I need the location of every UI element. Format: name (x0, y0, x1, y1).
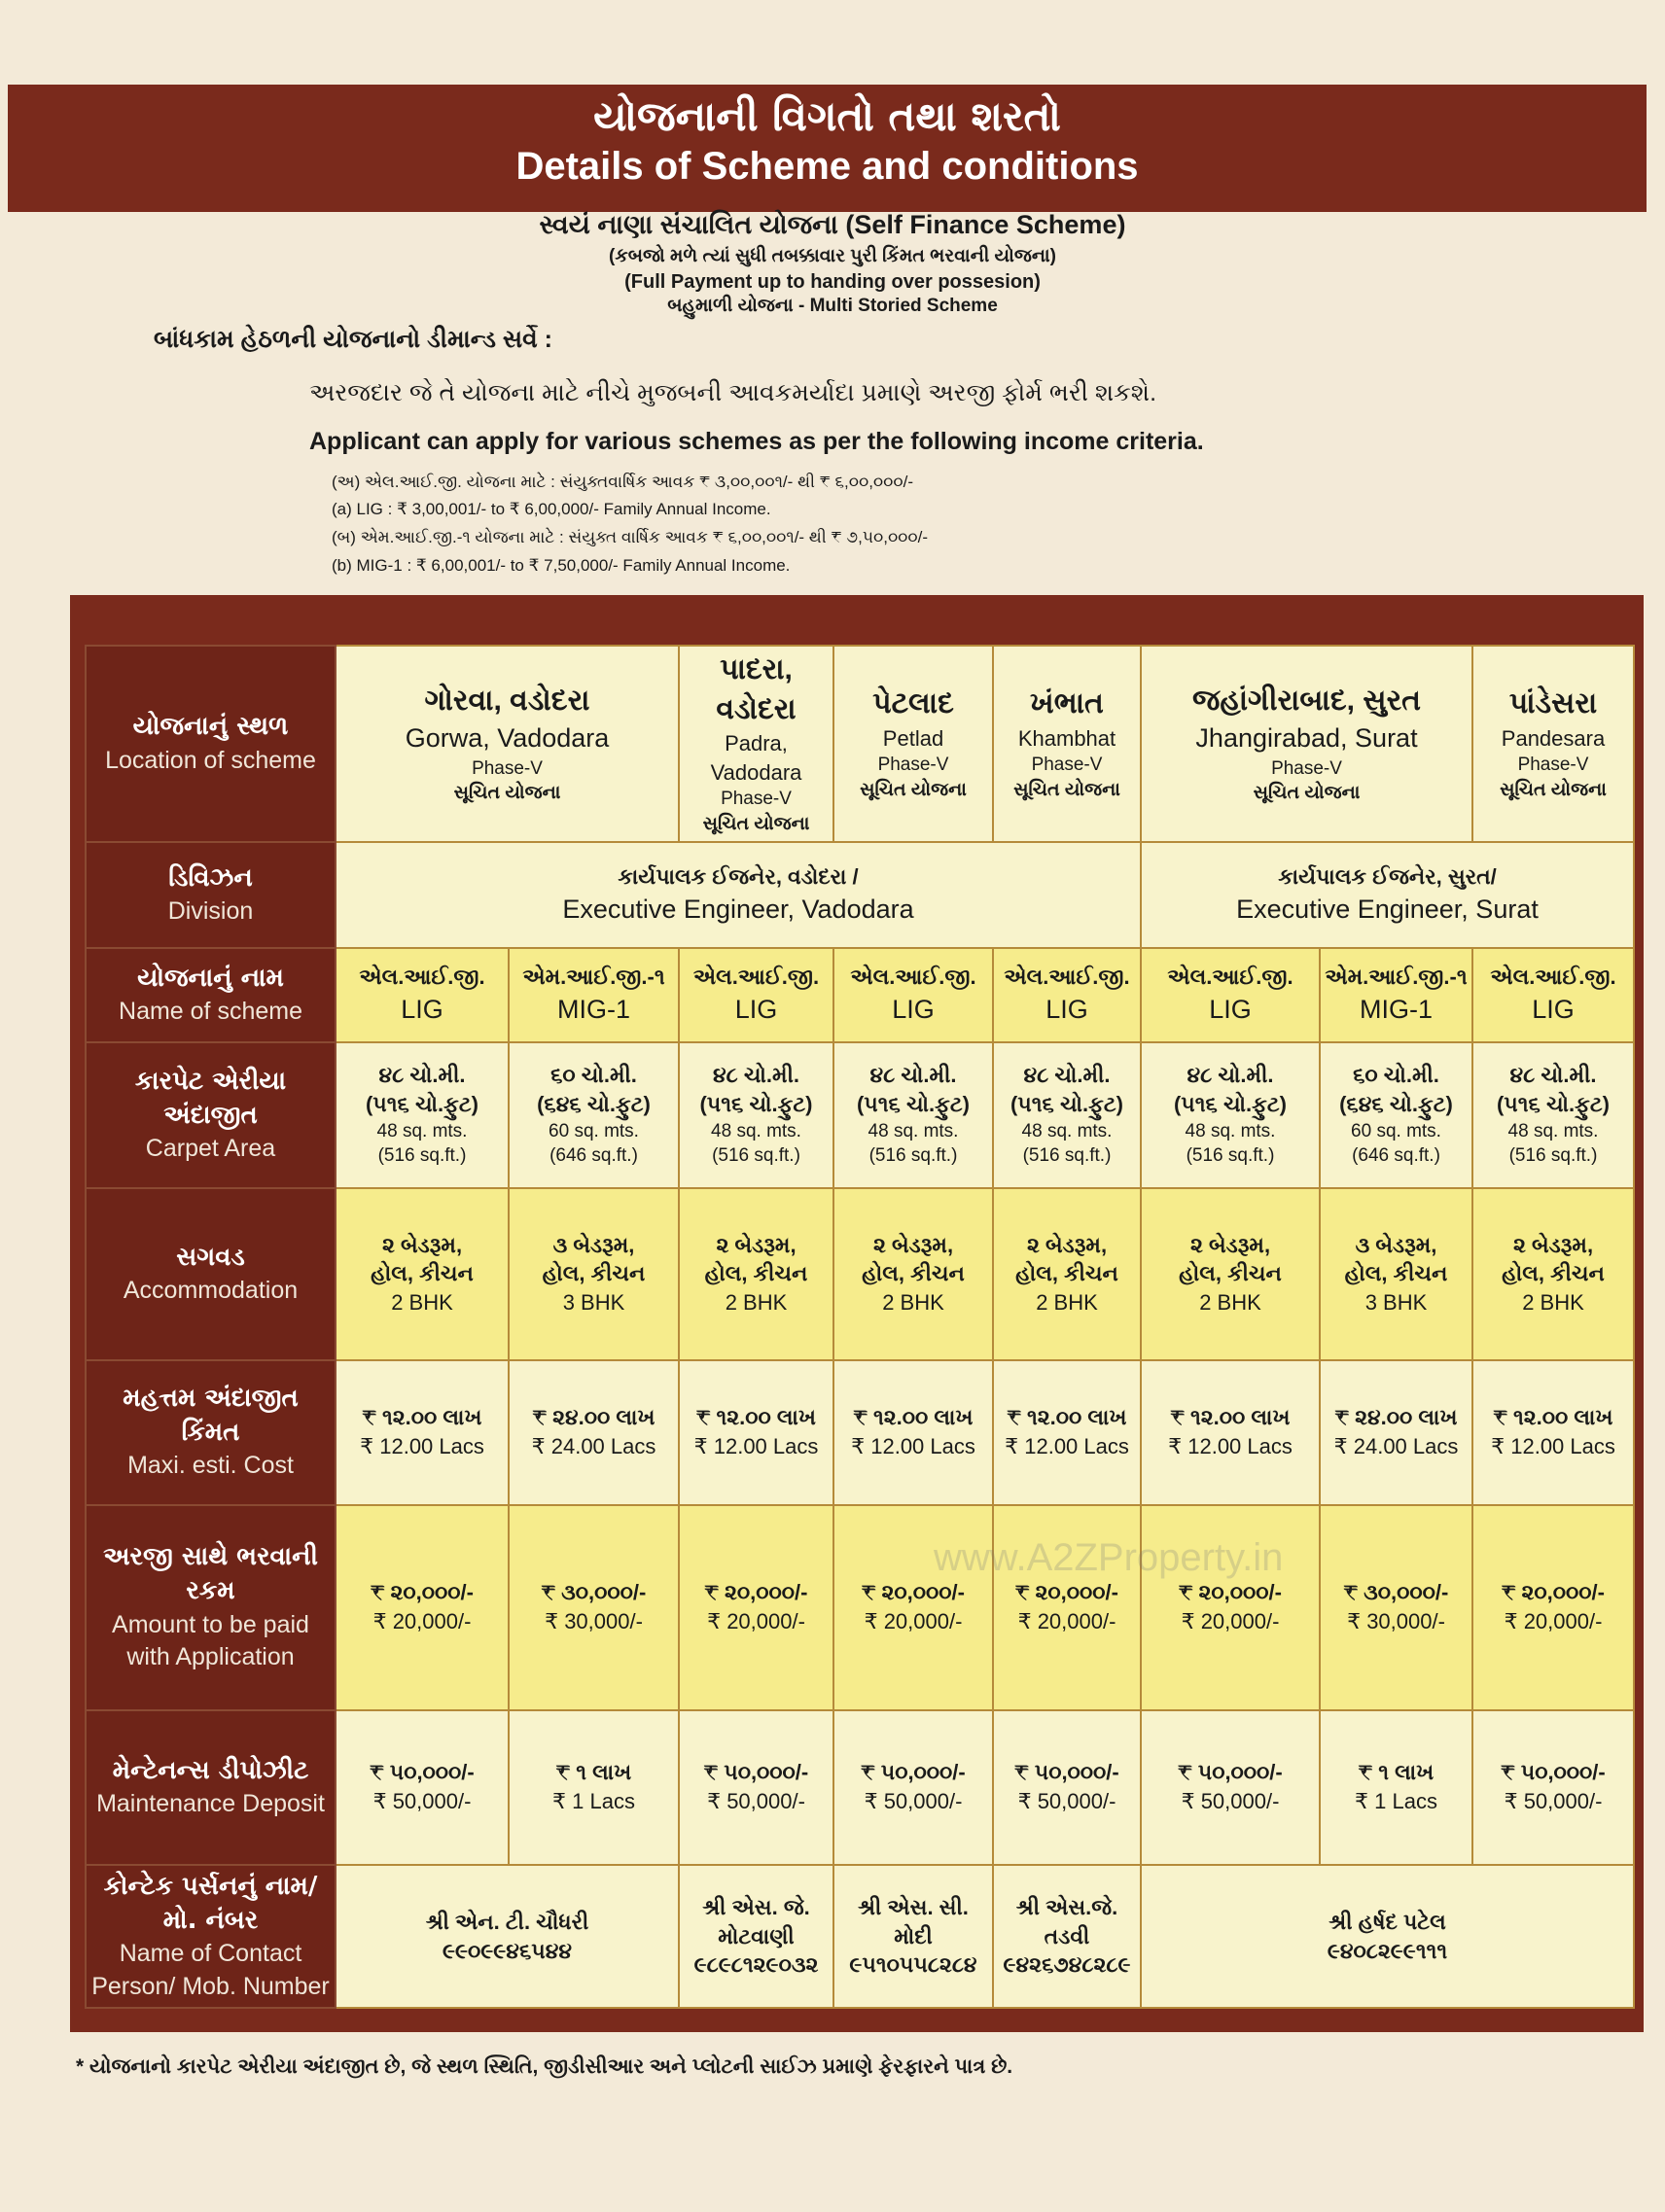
cell-maintenance-deposit (336, 1710, 509, 1865)
cell-text: ₹ 12.00 Lacs (1005, 1434, 1129, 1459)
title-gujarati: યોજનાની વિગતો તથા શરતો (593, 92, 1061, 140)
cell-text: 48 sq. mts. (1507, 1120, 1599, 1141)
cell-contact (833, 1865, 993, 2009)
cell-maintenance-deposit (679, 1710, 833, 1865)
cell-text: સૂચિત યોજના (1253, 783, 1361, 804)
cell-text: ૩ બેડરૂમ, (1355, 1232, 1437, 1257)
cell-text: ₹ ૨૦,૦૦૦/- (1179, 1580, 1282, 1605)
cell-text: એલ.આઈ.જી. (1490, 965, 1616, 990)
income-line: (b) MIG-1 : ₹ 6,00,001/- to ₹ 7,50,000/- Family Annual Income. (332, 556, 791, 575)
cell-text: ₹ ૨૦,૦૦૦/- (704, 1580, 808, 1605)
cell-text: ૪૮ ચો.મી. (869, 1063, 957, 1088)
cell-maintenance-deposit (509, 1710, 679, 1865)
cell-text: ₹ ૨૦,૦૦૦/- (1015, 1580, 1118, 1605)
cell-text: 2 BHK (1036, 1290, 1098, 1315)
row-maintenance-deposit (86, 1710, 1634, 1865)
cell-text: હોલ, કીચન (704, 1261, 808, 1286)
cell-text: 2 BHK (391, 1290, 453, 1315)
footnote: * યોજનાનો કારપેટ એરીયા અંદાજીત છે, જે સ્થળ સ્થિતિ, જીડીસીઆર અને પ્લોટની સાઈઝ પ્રમાણે ફેરફારને પાત્ર છે. (76, 2055, 1013, 2078)
cell-text: ₹ ૫૦,૦૦૦/- (370, 1760, 475, 1785)
cell-accommodation (336, 1188, 509, 1360)
cell-scheme-name (833, 948, 993, 1042)
row-label (86, 842, 336, 948)
cell-text: LIG (734, 994, 778, 1024)
cell-location (993, 646, 1141, 842)
label-english: Maxi. esti. Cost (127, 1452, 294, 1480)
cell-scheme-name (1472, 948, 1634, 1042)
cell-text: એલ.આઈ.જી. (1167, 965, 1293, 990)
cell-carpet-area (993, 1042, 1141, 1188)
cell-text: (૫૧૬ ચો.ફુટ) (1173, 1092, 1288, 1117)
cell-carpet-area (679, 1042, 833, 1188)
cell-text: એમ.આઈ.જી.-૧ (1325, 965, 1468, 990)
cell-location (1141, 646, 1472, 842)
label-gujarati: કોન્ટેક પર્સનનું નામ/ મો. નંબર (103, 1871, 318, 1935)
label-gujarati: યોજનાનું સ્થળ (132, 712, 289, 742)
cell-accommodation (509, 1188, 679, 1360)
label-gujarati: કારપેટ એરીયા અંદાજીત (134, 1066, 287, 1130)
cell-text: ₹ ૫૦,૦૦૦/- (861, 1760, 966, 1785)
cell-text: ₹ 50,000/- (1017, 1789, 1116, 1814)
cell-text: ₹ ૫૦,૦૦૦/- (1178, 1760, 1283, 1785)
cell-text: હોલ, કીચન (371, 1261, 474, 1286)
cell-text: ૨ બેડરૂમ, (1026, 1232, 1108, 1257)
cell-text: ૬૦ ચો.મી. (1353, 1063, 1439, 1088)
row-scheme-name (86, 948, 1634, 1042)
cell-text: ખંભાત (1030, 687, 1104, 720)
cell-text: ૪૮ ચો.મી. (712, 1063, 799, 1088)
cell-text: ₹ 1 Lacs (1355, 1789, 1437, 1814)
cell-text: Pandesara (1501, 725, 1606, 751)
cell-max-cost (679, 1360, 833, 1505)
cell-text: ૬૦ ચો.મી. (550, 1063, 637, 1088)
cell-text: શ્રી હર્ષદ પટેલ (1328, 1909, 1446, 1934)
label-gujarati: મહત્તમ અંદાજીત કિંમત (123, 1384, 299, 1448)
cell-text: શ્રી એન. ટી. ચૌધરી (425, 1909, 589, 1934)
cell-text: એલ.આઈ.જી. (692, 965, 820, 990)
cell-max-cost (1472, 1360, 1634, 1505)
cell-text: ₹ 30,000/- (545, 1609, 643, 1634)
cell-text: ₹ ૨૦,૦૦૦/- (862, 1580, 965, 1605)
cell-text: ૪૮ ચો.મી. (378, 1063, 466, 1088)
cell-contact (1141, 1865, 1634, 2009)
cell-text: ₹ ૩૦,૦૦૦/- (1343, 1580, 1449, 1605)
cell-scheme-name (993, 948, 1141, 1042)
cell-contact (993, 1865, 1141, 2009)
cell-text: ૯૮૯૮૧૨૯૦૩૨ (693, 1952, 819, 1978)
cell-text: (516 sq.ft.) (1186, 1145, 1275, 1167)
cell-text: ₹ 20,000/- (1017, 1609, 1116, 1634)
cell-text: LIG (892, 994, 935, 1024)
cell-text: MIG-1 (1359, 994, 1433, 1024)
row-label (86, 1710, 336, 1865)
cell-application-amount (1472, 1505, 1634, 1710)
label-gujarati: યોજનાનું નામ (137, 963, 284, 993)
cell-text: Phase-V (472, 757, 543, 779)
payment-note-gu: (કબજો મળે ત્યાં સુધી તબક્કાવાર પુરી કિંમત ભરવાની યોજના) (609, 246, 1056, 266)
cell-text: ₹ 24.00 Lacs (1333, 1434, 1459, 1459)
cell-text: ₹ ૧૨.૦૦ લાખ (853, 1405, 974, 1430)
cell-text: કાર્યપાલક ઈજનેર, સુરત/ (1278, 864, 1497, 890)
cell-text: ૯૪૦૮૨૯૯૧૧૧ (1327, 1938, 1448, 1963)
cell-max-cost (993, 1360, 1141, 1505)
cell-text: ₹ ૫૦,૦૦૦/- (1014, 1760, 1119, 1785)
cell-text: Gorwa, Vadodara (405, 723, 610, 754)
cell-text: (646 sq.ft.) (549, 1145, 638, 1167)
row-division (86, 842, 1634, 948)
cell-carpet-area (1141, 1042, 1320, 1188)
cell-carpet-area (336, 1042, 509, 1188)
cell-text: ૨ બેડરૂમ, (1189, 1232, 1271, 1257)
label-gujarati: મેન્ટેનન્સ ડીપોઝીટ (112, 1755, 309, 1785)
cell-text: ₹ 50,000/- (372, 1789, 472, 1814)
cell-accommodation (833, 1188, 993, 1360)
cell-text: ₹ ૧૨.૦૦ લાખ (362, 1405, 482, 1430)
row-label (86, 948, 336, 1042)
cell-text: ₹ 50,000/- (864, 1789, 963, 1814)
cell-application-amount (1320, 1505, 1472, 1710)
cell-maintenance-deposit (993, 1710, 1141, 1865)
cell-accommodation (993, 1188, 1141, 1360)
cell-text: (516 sq.ft.) (1508, 1145, 1598, 1167)
cell-scheme-name (1141, 948, 1320, 1042)
label-gujarati: ડિવિઝન (168, 862, 253, 893)
cell-text: 48 sq. mts. (1185, 1120, 1276, 1141)
cell-text: હોલ, કીચન (542, 1261, 646, 1286)
cell-text: ₹ 30,000/- (1347, 1609, 1445, 1634)
cell-location (1472, 646, 1634, 842)
cell-carpet-area (509, 1042, 679, 1188)
cell-text: શ્રી એસ. જે. મોટવાણી (702, 1894, 810, 1949)
cell-text: Petlad (882, 725, 944, 751)
cell-text: (516 sq.ft.) (1022, 1145, 1112, 1167)
cell-text: Jhangirabad, Surat (1195, 723, 1418, 754)
cell-text: LIG (401, 994, 443, 1024)
label-gujarati: સગવડ (176, 1242, 245, 1272)
cell-text: સૂચિત યોજના (453, 783, 561, 804)
row-label (86, 1188, 336, 1360)
row-label (86, 1865, 336, 2009)
cell-text: ₹ 12.00 Lacs (1168, 1434, 1293, 1459)
row-label (86, 1505, 336, 1710)
title-english: Details of Scheme and conditions (515, 145, 1139, 188)
cell-text: 48 sq. mts. (1021, 1120, 1113, 1141)
cell-scheme-name (336, 948, 509, 1042)
cell-text: ₹ 12.00 Lacs (360, 1434, 484, 1459)
cell-text: ₹ 24.00 Lacs (531, 1434, 656, 1459)
cell-text: ૨ બેડરૂમ, (716, 1232, 797, 1257)
cell-text: Phase-V (1271, 757, 1342, 779)
row-accommodation (86, 1188, 1634, 1360)
cell-division (1141, 842, 1634, 948)
cell-text: 2 BHK (725, 1290, 788, 1315)
cell-text: ₹ ૫૦,૦૦૦/- (1501, 1760, 1606, 1785)
label-english: Name of scheme (119, 997, 302, 1025)
cell-application-amount (509, 1505, 679, 1710)
cell-text: ₹ 50,000/- (1181, 1789, 1280, 1814)
cell-text: હોલ, કીચન (862, 1261, 965, 1286)
cell-max-cost (509, 1360, 679, 1505)
row-label (86, 1042, 336, 1188)
label-english: Carpet Area (145, 1134, 276, 1162)
cell-text: હોલ, કીચન (1344, 1261, 1448, 1286)
cell-carpet-area (1472, 1042, 1634, 1188)
cell-text: એલ.આઈ.જી. (850, 965, 976, 990)
cell-text: ₹ ૨૪.૦૦ લાખ (532, 1405, 655, 1430)
label-english: Maintenance Deposit (96, 1789, 325, 1817)
cell-division (336, 842, 1141, 948)
cell-text: 48 sq. mts. (868, 1120, 959, 1141)
cell-text: LIG (1532, 994, 1575, 1024)
cell-text: Executive Engineer, Vadodara (562, 894, 914, 924)
income-line: (અ) એલ.આઈ.જી. યોજના માટે : સંયુક્તવાર્ષિક આવક ₹ ૩,૦૦,૦૦૧/- થી ₹ ૬,૦૦,૦૦૦/- (332, 473, 914, 491)
cell-scheme-name (1320, 948, 1472, 1042)
cell-text: ₹ 50,000/- (1504, 1789, 1603, 1814)
cell-text: એમ.આઈ.જી.-૧ (522, 965, 665, 990)
cell-text: ૨ બેડરૂમ, (1512, 1232, 1594, 1257)
cell-text: 3 BHK (1364, 1290, 1428, 1315)
cell-text: ગોરવા, વડોદરા (424, 684, 590, 717)
cell-scheme-name (509, 948, 679, 1042)
cell-text: ₹ 20,000/- (1181, 1609, 1280, 1634)
cell-text: 48 sq. mts. (711, 1120, 801, 1141)
cell-text: (646 sq.ft.) (1352, 1145, 1440, 1167)
cell-text: ₹ ૧ લાખ (555, 1760, 632, 1785)
cell-text: ₹ ૧૨.૦૦ લાખ (1493, 1405, 1613, 1430)
cell-text: (૬૪૬ ચો.ફુટ) (537, 1092, 651, 1117)
cell-text: પાંડેસરા (1508, 687, 1598, 720)
cell-text: (૫૧૬ ચો.ફુટ) (1496, 1092, 1611, 1117)
cell-text: ₹ 50,000/- (707, 1789, 805, 1814)
cell-text: ૪૮ ચો.મી. (1509, 1063, 1597, 1088)
cell-location (679, 646, 833, 842)
cell-text: Phase-V (721, 789, 792, 810)
cell-text: ૯૯૦૯૯૪૬૫૪૪ (442, 1938, 573, 1963)
row-max-cost (86, 1360, 1634, 1505)
cell-text: ₹ ૧ લાખ (1358, 1760, 1435, 1785)
cell-text: Padra, Vadodara (710, 731, 802, 785)
cell-application-amount (336, 1505, 509, 1710)
cell-text: ₹ ૨૦,૦૦૦/- (371, 1580, 474, 1605)
cell-maintenance-deposit (833, 1710, 993, 1865)
cell-text: ૩ બેડરૂમ, (552, 1232, 635, 1257)
cell-text: શ્રી એસ.જે. તડવી (1015, 1894, 1118, 1949)
cell-text: (516 sq.ft.) (868, 1145, 958, 1167)
cell-text: (૫૧૬ ચો.ફુટ) (1010, 1092, 1124, 1117)
cell-text: ₹ ૧૨.૦૦ લાખ (1007, 1405, 1127, 1430)
cell-text: ₹ ૩૦,૦૦૦/- (541, 1580, 647, 1605)
income-line: (a) LIG : ₹ 3,00,001/- to ₹ 6,00,000/- Family Annual Income. (332, 500, 771, 518)
row-carpet-area (86, 1042, 1634, 1188)
label-gujarati: અરજી સાથે ભરવાની રકમ (103, 1542, 318, 1606)
cell-text: Phase-V (1031, 755, 1103, 776)
cell-accommodation (1141, 1188, 1320, 1360)
cell-text: ₹ 20,000/- (864, 1609, 963, 1634)
cell-text: ૨ બેડરૂમ, (872, 1232, 954, 1257)
cell-contact (336, 1865, 679, 2009)
cell-text: ₹ 12.00 Lacs (1491, 1434, 1615, 1459)
cell-text: પેટલાદ (872, 687, 954, 720)
cell-text: 60 sq. mts. (1351, 1120, 1441, 1141)
payment-note-en: (Full Payment up to handing over possesion) (624, 271, 1041, 293)
cell-text: એલ.આઈ.જી. (359, 965, 485, 990)
cell-carpet-area (833, 1042, 993, 1188)
row-contact (86, 1865, 1634, 2009)
label-english: Accommodation (123, 1276, 299, 1304)
cell-accommodation (1320, 1188, 1472, 1360)
cell-text: (૫૧૬ ચો.ફુટ) (856, 1092, 971, 1117)
cell-text: હોલ, કીચન (1015, 1261, 1118, 1286)
cell-max-cost (1141, 1360, 1320, 1505)
cell-text: કાર્યપાલક ઈજનેર, વડોદરા / (618, 864, 859, 890)
cell-text: MIG-1 (556, 994, 630, 1024)
cell-text: ₹ 12.00 Lacs (693, 1434, 819, 1459)
cell-text: Khambhat (1017, 725, 1116, 751)
cell-text: ₹ ૨૦,૦૦૦/- (1502, 1580, 1605, 1605)
cell-text: ₹ ૫૦,૦૦૦/- (703, 1760, 809, 1785)
cell-location (336, 646, 679, 842)
cell-text: LIG (1045, 994, 1088, 1024)
cell-contact (679, 1865, 833, 2009)
cell-maintenance-deposit (1141, 1710, 1320, 1865)
cell-text: સૂચિત યોજના (702, 814, 810, 835)
watermark: www.A2ZProperty.in (934, 1536, 1284, 1579)
cell-text: ₹ 1 Lacs (552, 1789, 635, 1814)
cell-text: શ્રી એસ. સી. મોદી (858, 1894, 969, 1949)
intro-gujarati: અરજદાર જે તે યોજના માટે નીચે મુજબની આવકમર્યાદા પ્રમાણે અરજી ફોર્મ ભરી શકશે. (309, 379, 1157, 406)
cell-text: ₹ 12.00 Lacs (851, 1434, 975, 1459)
cell-text: LIG (1209, 994, 1252, 1024)
cell-text: (516 sq.ft.) (712, 1145, 800, 1167)
multi-storied: બહુમાળી યોજના - Multi Storied Scheme (667, 296, 998, 316)
cell-text: ₹ ૧૨.૦૦ લાખ (695, 1405, 816, 1430)
cell-maintenance-deposit (1320, 1710, 1472, 1865)
cell-text: સૂચિત યોજના (1013, 779, 1120, 800)
scheme-type: સ્વયં નાણા સંચાલિત યોજના (Self Finance Scheme) (539, 210, 1126, 239)
cell-text: 2 BHK (882, 1290, 944, 1315)
cell-maintenance-deposit (1472, 1710, 1634, 1865)
title-banner (8, 85, 1647, 212)
cell-text: ૯૪૨૬૭૪૮૨૮૯ (1003, 1952, 1131, 1978)
cell-text: ₹ 20,000/- (707, 1609, 805, 1634)
cell-text: ₹ ૧૨.૦૦ લાખ (1170, 1405, 1291, 1430)
label-english: Name of Contact Person/ Mob. Number (91, 1939, 330, 2000)
row-location (86, 646, 1634, 842)
cell-text: હોલ, કીચન (1179, 1261, 1282, 1286)
cell-text: ૯૫૧૦૫૫૮૨૮૪ (849, 1952, 977, 1978)
cell-text: ₹ 20,000/- (372, 1609, 472, 1634)
cell-text: ૪૮ ચો.મી. (1187, 1063, 1274, 1088)
income-line: (બ) એમ.આઈ.જી.-૧ યોજના માટે : સંયુક્ત વાર્ષિક આવક ₹ ૬,૦૦,૦૦૧/- થી ₹ ૭,૫૦,૦૦૦/- (332, 528, 929, 546)
cell-max-cost (833, 1360, 993, 1505)
cell-text: (૫૧૬ ચો.ફુટ) (365, 1092, 479, 1117)
cell-text: Phase-V (1517, 755, 1589, 776)
cell-text: ૪૮ ચો.મી. (1023, 1063, 1111, 1088)
cell-location (833, 646, 993, 842)
cell-text: ₹ ૨૪.૦૦ લાખ (1334, 1405, 1458, 1430)
row-label (86, 646, 336, 842)
cell-text: પાદરા, વડોદરા (716, 653, 797, 725)
cell-text: (૫૧૬ ચો.ફુટ) (699, 1092, 813, 1117)
cell-accommodation (1472, 1188, 1634, 1360)
label-english: Amount to be paid with Application (112, 1610, 309, 1671)
scheme-table (85, 645, 1635, 2009)
cell-text: 2 BHK (1199, 1290, 1261, 1315)
cell-text: Phase-V (877, 755, 949, 776)
survey-title: બાંધકામ હેઠળની યોજનાનો ડીમાન્ડ સર્વે : (154, 326, 553, 353)
label-english: Location of scheme (105, 746, 316, 774)
cell-max-cost (336, 1360, 509, 1505)
cell-text: (૬૪૬ ચો.ફુટ) (1339, 1092, 1453, 1117)
cell-text: 3 BHK (562, 1290, 625, 1315)
cell-carpet-area (1320, 1042, 1472, 1188)
label-english: Division (167, 896, 254, 925)
intro-english: Applicant can apply for various schemes as per the following income criteria. (309, 428, 1204, 455)
row-application-amount (86, 1505, 1634, 1710)
cell-text: Executive Engineer, Surat (1236, 894, 1539, 924)
scheme-table-frame (70, 595, 1644, 2032)
cell-application-amount (679, 1505, 833, 1710)
cell-text: 48 sq. mts. (376, 1120, 468, 1141)
cell-text: સૂચિત યોજના (1500, 779, 1607, 800)
cell-text: એલ.આઈ.જી. (1004, 965, 1130, 990)
cell-text: ૨ બેડરૂમ, (381, 1232, 463, 1257)
cell-accommodation (679, 1188, 833, 1360)
cell-text: હોલ, કીચન (1502, 1261, 1605, 1286)
cell-scheme-name (679, 948, 833, 1042)
cell-text: 60 sq. mts. (549, 1120, 639, 1141)
cell-text: ₹ 20,000/- (1504, 1609, 1603, 1634)
cell-text: (516 sq.ft.) (377, 1145, 467, 1167)
cell-max-cost (1320, 1360, 1472, 1505)
cell-text: સૂચિત યોજના (860, 779, 967, 800)
row-label (86, 1360, 336, 1505)
cell-text: 2 BHK (1522, 1290, 1584, 1315)
cell-text: જહાંગીરાબાદ, સુરત (1192, 684, 1421, 717)
